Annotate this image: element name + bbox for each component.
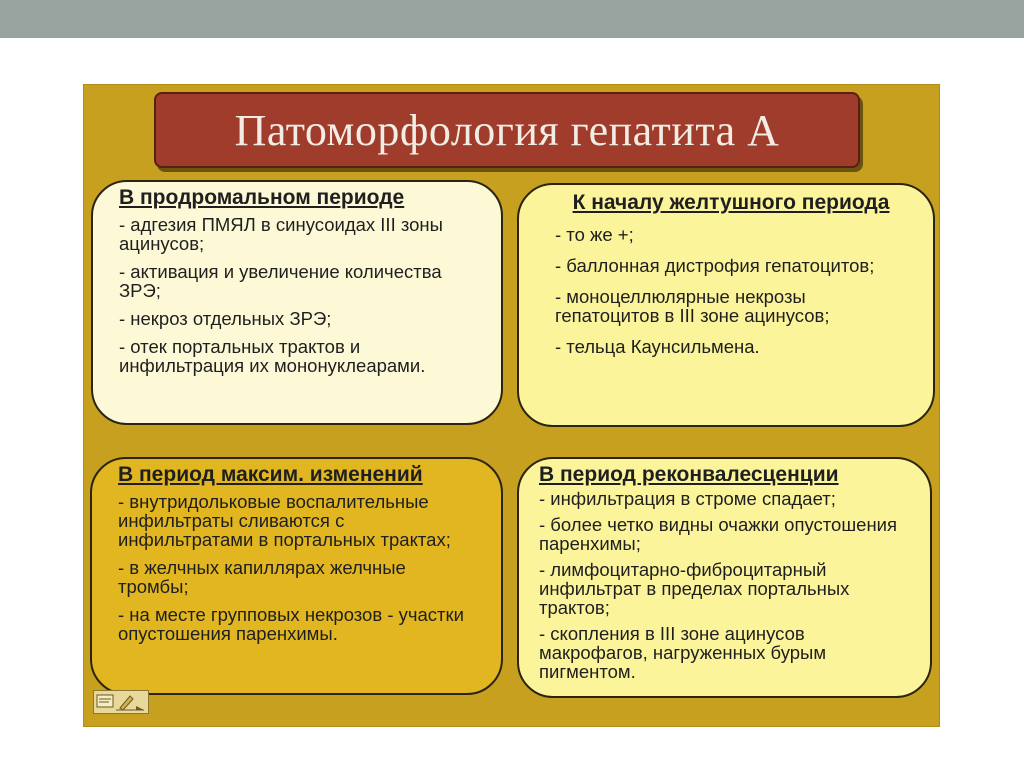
list-item: - более четко видны очажки опустошения паренхимы; [539,514,898,554]
list-item: - инфильтрация в строме спадает; [539,488,836,509]
panel-heading: В период максим. изменений [118,463,423,486]
panel-heading: В период реконвалесценции [539,463,839,486]
title-box [154,92,860,168]
panel-prodromal [91,180,503,425]
list-item: - некроз отдельных ЗРЭ; [119,308,332,329]
panel-heading: К началу желтушного периода [572,191,890,214]
panel-heading: В продромальном периоде [119,186,405,209]
list-item: - скопления в III зоне ацинусов макрофагов, нагруженных бурым пигментом. [539,623,827,682]
panel-jaundice-onset [517,183,935,427]
list-item: - моноцеллюлярные некрозы гепатоцитов в III зоне ацинусов; [555,286,830,326]
top-bar [0,0,1024,38]
list-item: - активация и увеличение количества ЗРЭ; [119,261,442,301]
list-item: - адгезия ПМЯЛ в синусоидах III зоны ацинусов; [119,214,443,254]
slide-navigation-icon[interactable] [93,690,149,714]
list-item: - баллонная дистрофия гепатоцитов; [555,255,875,276]
list-item: - лимфоцитарно-фиброцитарный инфильтрат в пределах портальных трактов; [539,559,850,618]
panel-convalescence [517,457,932,698]
list-item: - на месте групповых некрозов - участки опустошения паренхимы. [118,604,464,644]
list-item: - в желчных капиллярах желчные тромбы; [118,557,406,597]
slide [83,84,940,727]
list-item: - отек портальных трактов и инфильтрация их мононуклеарами. [119,336,426,376]
list-item: - то же +; [555,224,634,245]
slide-title: Патоморфология гепатита А [234,105,780,155]
list-item: - внутридольковые воспалительные инфильтраты сливаются с инфильтратами в портальных трактах; [118,491,451,550]
list-item: - тельца Каунсильмена. [555,336,760,357]
slide-navigation-icon-graphic [94,691,148,713]
panel-max-changes [90,457,503,695]
